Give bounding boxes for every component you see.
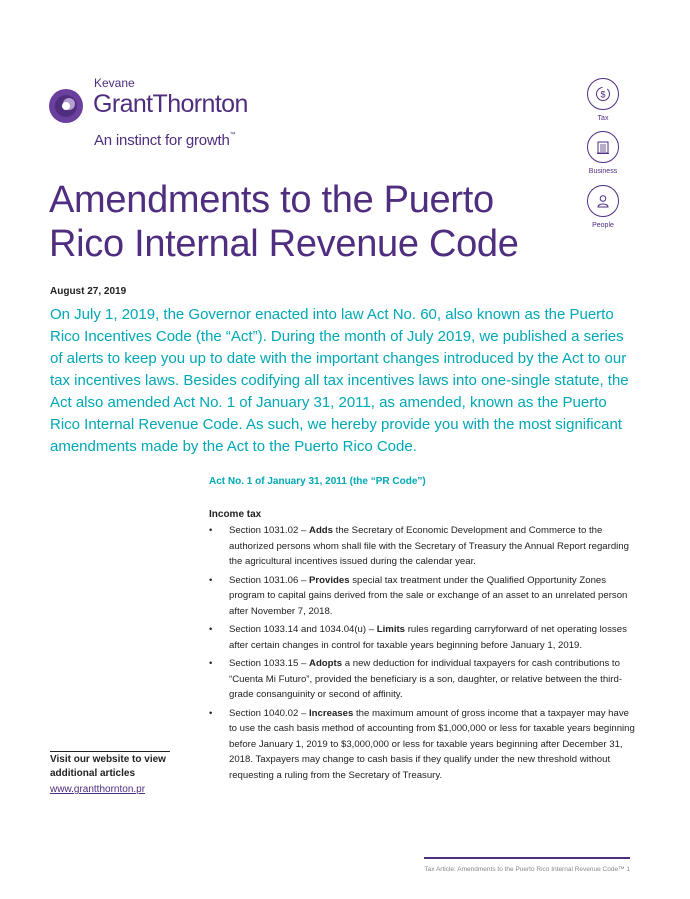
category-people — [583, 185, 623, 229]
page-title: Amendments to the Puerto Rico Internal Revenue Code — [49, 179, 519, 265]
bullet-icon: • — [209, 624, 213, 635]
subsection-title: Income tax — [209, 509, 262, 520]
website-link[interactable]: www.grantthornton.pr — [50, 784, 146, 795]
amendments-list — [209, 523, 639, 786]
bullet-icon: • — [209, 574, 213, 586]
category-label: People — [592, 222, 614, 229]
list-item: • Section 1033.14 and 1034.04(u) – Limits rules regarding carryforward of net operating losses after certain changes in control for taxable years beginning before January 1, 2019. — [209, 624, 627, 651]
list-item: • Section 1040.02 – Increases the maximum amount of gross income that a taxpayer may have to use the cash basis method of accounting from $1,000,000 or less for taxable years beginning before January 1, 2019 to $3,000,000 or less for taxable years beginning after December 31, 2018. Taxpayers may change to cash basis if they qualify under the new threshold without requesting a ruling from the Secretary of Treasury. — [209, 707, 635, 781]
category-label: Business — [588, 168, 618, 175]
intro-paragraph: On July 1, 2019, the Governor enacted into law Act No. 60, also known as the Puerto Rico Incentives Code (the “Act”). During the month of July 2019, we published a series of alerts to keep you up to date with the important changes introduced by the Act to our tax incentives laws. Besides codifying all tax incentives laws into one-single statute, the Act also amended Act No. 1 of January 31, 2011, as amended, known as the Puerto Rico Internal Revenue Code. As such, we hereby provide you with the most significant amendments made by the Act to the Puerto Rico Code. — [50, 306, 629, 455]
category-label: Tax — [597, 115, 609, 122]
logo-tagline: An instinct for growth™ — [94, 132, 236, 149]
article-date: August 27, 2019 — [50, 286, 127, 297]
sidebar-divider — [50, 751, 170, 752]
dollar-cycle-icon — [587, 78, 619, 110]
person-icon — [587, 185, 619, 217]
bullet-icon: • — [209, 707, 213, 719]
section-title: Act No. 1 of January 31, 2011 (the “PR Code”) — [209, 476, 426, 487]
bullet-icon: • — [209, 525, 213, 536]
logo-kevane: Kevane — [94, 76, 135, 90]
category-tax — [583, 78, 623, 122]
bullet-icon: • — [209, 658, 213, 669]
logo-wordmark: GrantThornton — [93, 90, 248, 118]
footer-divider — [424, 857, 630, 859]
list-item: • Section 1031.06 – Provides special tax treatment under the Qualified Opportunity Zones program to capital gains derived from the sale or exchange of an asset to an unrelated person after November 7, 2018. — [209, 574, 628, 617]
building-icon — [587, 131, 619, 163]
page-footer: Tax Article: Amendments to the Puerto Rico Internal Revenue Code™ 1 — [424, 866, 630, 873]
list-item: • Section 1031.02 – Adds the Secretary of Economic Development and Commerce to the authorized persons whom shall file with the Secretary of Treasury the Annual Report regarding the agricultural incentives issued during the calendar year. — [209, 525, 629, 567]
category-business — [583, 131, 623, 175]
sidebar-text: Visit our website to view additional articles — [50, 754, 166, 779]
svg-text:$: $ — [600, 89, 606, 100]
list-item: • Section 1033.15 – Adopts a new deduction for individual taxpayers for cash contributions to “Cuenta Mi Futuro”, provided the beneficiary is a son, daughter, or relative between the third-grade consanguinity or second of affinity. — [209, 658, 623, 700]
grant-thornton-logo-icon — [48, 88, 84, 124]
